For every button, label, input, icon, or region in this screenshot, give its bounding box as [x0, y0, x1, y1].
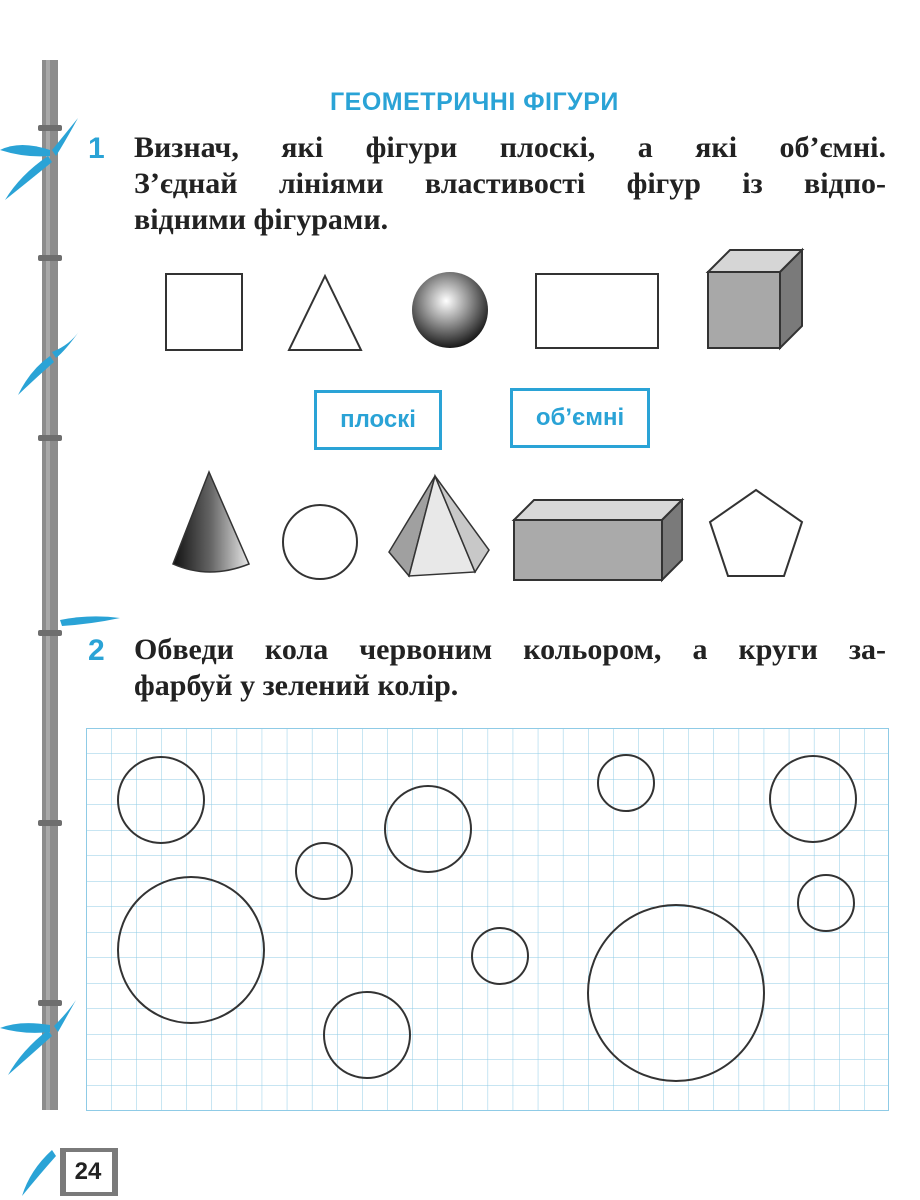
task2-line-2: фарбуй у зелений колір. [134, 669, 459, 702]
cone-icon [165, 468, 255, 580]
task1-number: 1 [88, 132, 105, 165]
pyramid-icon [385, 472, 495, 582]
task1-text [134, 130, 886, 238]
circles-grid [86, 728, 889, 1111]
label-flat: плоскі [314, 390, 442, 450]
triangle-icon [285, 268, 365, 358]
square-icon [160, 268, 250, 358]
task2-line-1: Обведи кола червоним кольором, а круги за- [134, 633, 886, 666]
page-number: 24 [74, 1158, 102, 1185]
cuboid-icon [510, 496, 688, 584]
cube-icon [700, 246, 810, 354]
task2-number: 2 [88, 634, 105, 667]
pentagon-icon [704, 484, 808, 582]
task2-text [134, 632, 886, 704]
sphere-icon [408, 268, 492, 352]
circle-icon [278, 500, 362, 584]
task1-line-3: відними фігурами. [134, 203, 389, 236]
rectangle-icon [530, 268, 664, 354]
task1-line-2: З’єднай лініями властивості фігур із відпо- [134, 167, 886, 200]
task1-line-1: Визнач, які фігури плоскі, а які об’ємні. [134, 131, 886, 164]
page-title: ГЕОМЕТРИЧНІ ФІГУРИ [330, 88, 619, 116]
label-solid: об’ємні [510, 388, 650, 448]
